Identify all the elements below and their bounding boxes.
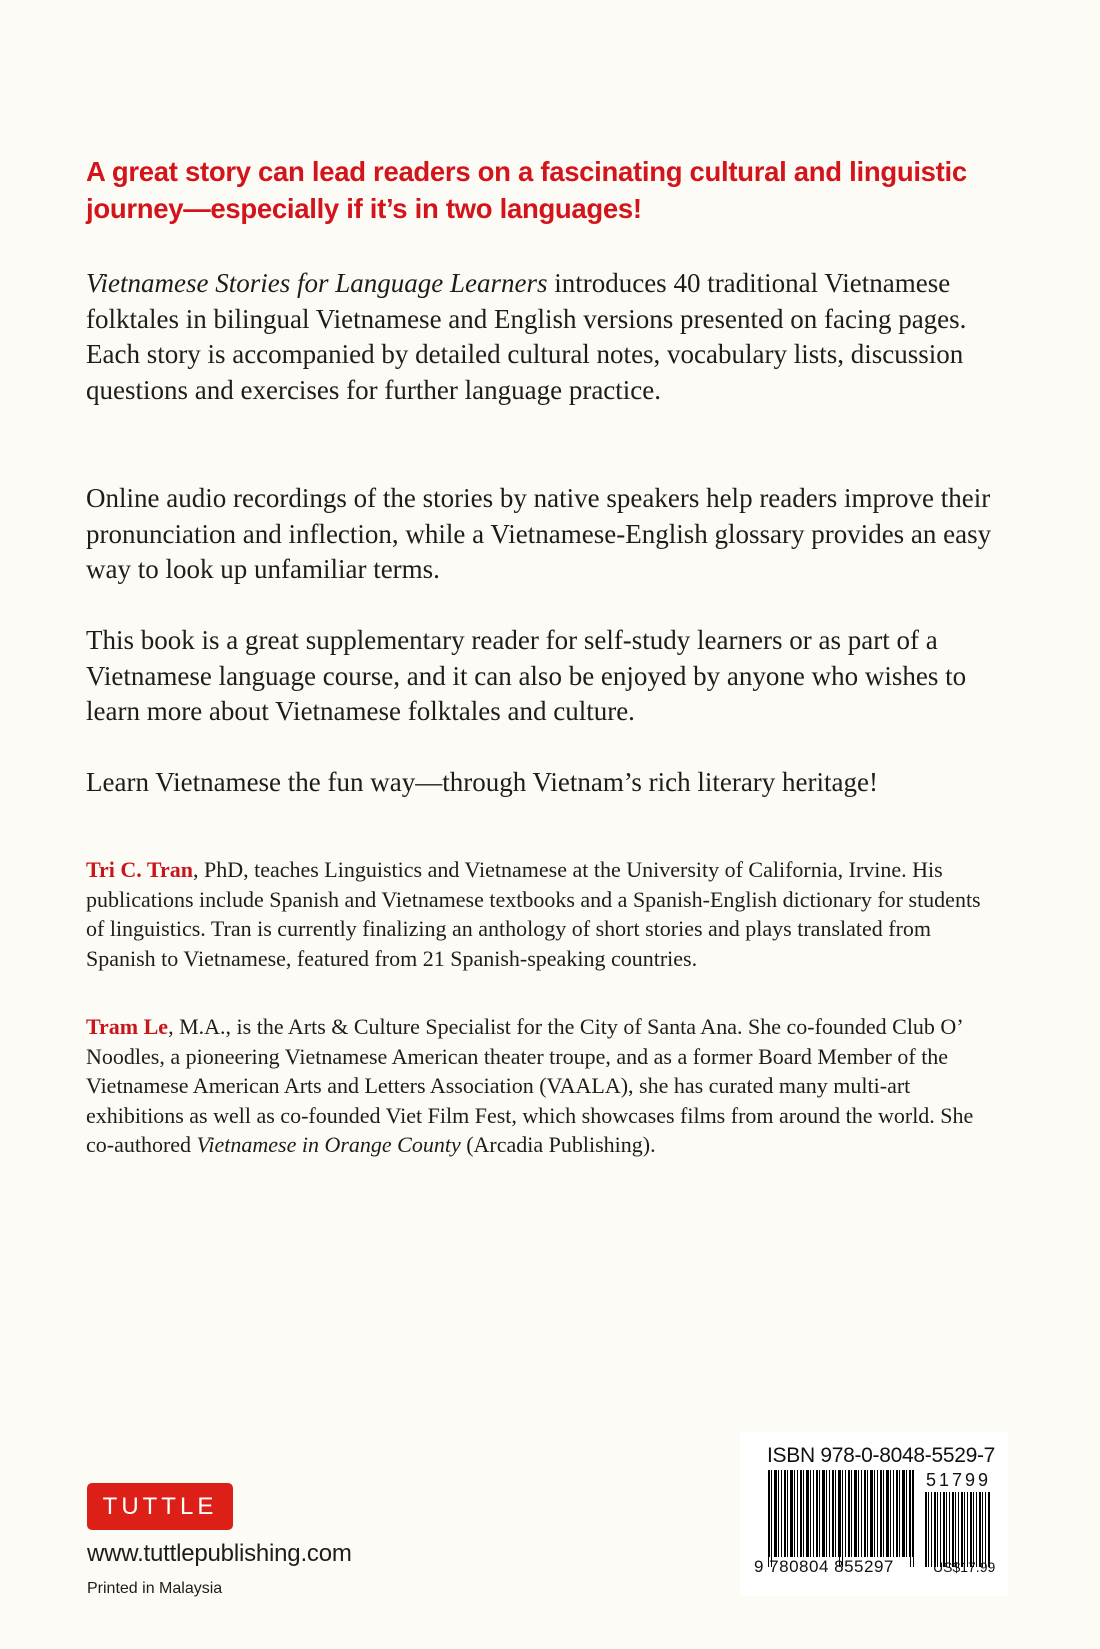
- book-title-reference: Vietnamese in Orange County: [196, 1132, 461, 1157]
- tagline-line-2: journey—especially if it’s in two languages!: [86, 193, 642, 224]
- printed-in-label: Printed in Malaysia: [87, 1580, 223, 1597]
- barcode-addon-number: 51799: [926, 1470, 992, 1490]
- description-paragraph-3: This book is a great supplementary reader for self-study learners or as part of a Vietnamese language course, and it can also be enjoyed by anyone who wishes to learn more about Vietnamese folktales and culture.: [86, 625, 967, 726]
- author-bio-text: (Arcadia Publishing).: [460, 1132, 656, 1157]
- barcode-bars-icon: [768, 1470, 913, 1557]
- author-bio-tri-tran: [86, 855, 986, 973]
- description-paragraph-2: Online audio recordings of the stories by native speakers help readers improve their pronunciation and inflection, while a Vietnamese-English glossary provides an easy way to look up unfamiliar terms.: [86, 483, 992, 584]
- description-paragraph-1: [86, 266, 1016, 408]
- tagline: [86, 153, 986, 227]
- publisher-logo: TUTTLE: [87, 1483, 233, 1530]
- author-bio-text: , M.A., is the Arts & Culture Specialist for the City of Santa Ana. She co-founded Club O’ Noodles, a pioneering Vietnamese American theater troupe, and as a former Board Member of the Vietnamese American Arts and Letters Association (VAALA), she has curated many multi-art exhibitions as well as co-founded Viet Film Fest, which showcases films from around the world. She co-authored: [86, 1014, 974, 1157]
- publisher-website[interactable]: www.tuttlepublishing.com: [87, 1540, 352, 1567]
- author-bio-tram-le: [86, 1012, 986, 1160]
- barcode-guard-right: [910, 1470, 911, 1567]
- author-bio-text: , PhD, teaches Linguistics and Vietnamese at the University of California, Irvine. His publications include Spanish and Vietnamese textbooks and a Spanish-English dictionary for students of linguistics. Tran is currently finalizing an anthology of short stories and plays translated from Spanish to Vietnamese, featured from 21 Spanish-speaking countries.: [86, 857, 981, 971]
- description-paragraph-4: Learn Vietnamese the fun way—through Vietnam’s rich literary heritage!: [86, 767, 878, 797]
- book-title: Vietnamese Stories for Language Learners: [86, 268, 548, 298]
- barcode-guard-middle: [839, 1470, 840, 1567]
- author-name: Tri C. Tran: [86, 857, 193, 882]
- barcode-guard-left: [768, 1470, 769, 1567]
- author-name: Tram Le: [86, 1014, 169, 1039]
- tagline-line-1: A great story can lead readers on a fascinating cultural and linguistic: [86, 156, 967, 187]
- isbn-barcode: [740, 1432, 1008, 1596]
- price-label: US$17.99: [933, 1559, 996, 1575]
- barcode-addon-bars-icon: [925, 1492, 990, 1567]
- description-text: introduces 40 traditional Vietnamese folktales in bilingual Vietnamese and English versions presented on facing pages. Each story is accompanied by detailed cultural notes, vocabulary lists, discussion questions and exercises for further language practice.: [86, 268, 967, 405]
- isbn-label: ISBN 978-0-8048-5529-7: [767, 1444, 996, 1467]
- barcode-digits: 9 780804 855297: [754, 1557, 894, 1576]
